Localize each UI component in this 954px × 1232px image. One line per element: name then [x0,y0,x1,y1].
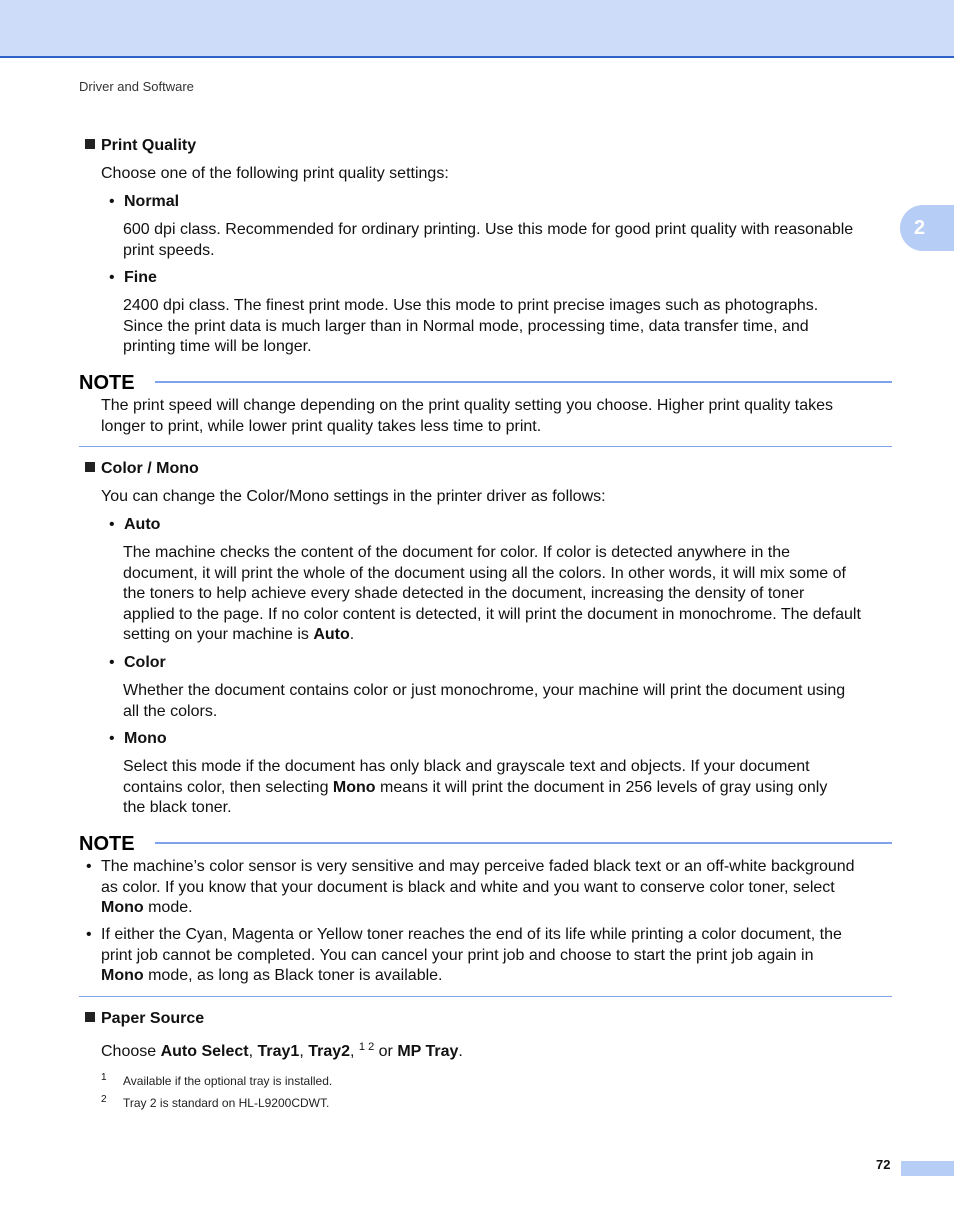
note2-top-rule [155,842,892,844]
normal-heading: • Normal [109,193,180,210]
page-tab [901,1161,954,1176]
auto-description: The machine checks the content of the document for color. If color is detected anywhere in the document, it will print the whole of the document using all the colors. In other words, it will mix some of the toners to help achieve every shade detected in the document, increasing the density of toner applied to the page. If no color content is detected, it will print the document in monochrome. The default setting on your machine is Auto. [123,544,861,643]
square-bullet-icon [85,139,95,149]
bullet-icon: • [109,193,115,210]
color-heading: • Color [109,654,166,671]
header-band [0,0,954,58]
bullet-icon: • [109,516,115,533]
square-bullet-icon [85,1012,95,1022]
page-number: 72 [876,1157,891,1172]
bullet-icon: • [86,926,92,943]
footnote-2-number: 2 [101,1094,107,1105]
bullet-icon: • [86,858,92,875]
mono-heading: • Mono [109,730,167,747]
bullet-icon: • [109,654,115,671]
note2-item-2: • If either the Cyan, Magenta or Yellow toner reaches the end of its life while printing a color document, the print job cannot be completed. You can cancel your print job and choose to start the print job again in Mono mode, as long as Black toner is available. [86,926,842,984]
bullet-icon: • [109,730,115,747]
bullet-icon: • [109,269,115,286]
note1-top-rule [155,381,892,383]
paper-source-options: Choose Auto Select, Tray1, Tray2, $^{1 2}$ or MP Tray. [101,1041,463,1060]
color-mono-heading: Color / Mono [85,459,199,479]
mono-description: Select this mode if the document has only black and grayscale text and objects. If your document contains color, then selecting Mono means it will print the document in 256 levels of gray using only the black toner. [123,758,828,816]
note1-text: The print speed will change depending on the print quality setting you choose. Higher print quality takes longer to print, while lower print quality takes less time to print. [101,397,834,435]
fine-heading: • Fine [109,269,157,286]
paper-source-heading: Paper Source [85,1009,204,1029]
note2-title: NOTE [79,833,135,855]
note1-bottom-rule [79,446,892,447]
color-mono-intro: You can change the Color/Mono settings in the printer driver as follows: [101,488,606,505]
chapter-tab[interactable]: 2 [900,205,954,251]
square-bullet-icon [85,462,95,472]
color-description: Whether the document contains color or just monochrome, your machine will print the document using all the colors. [123,682,846,720]
print-quality-intro: Choose one of the following print quality settings: [101,165,449,182]
footnote-refs[interactable]: 1 2 [358,1041,375,1053]
print-quality-heading: Print Quality [85,136,196,156]
footnote-1-number: 1 [101,1072,107,1083]
normal-description: 600 dpi class. Recommended for ordinary printing. Use this mode for good print quality with reasonable print speeds. [123,221,854,259]
section-label: Driver and Software [79,79,194,94]
footnote-2-text: Tray 2 is standard on HL-L9200CDWT. [123,1096,330,1110]
note2-item-1: • The machine’s color sensor is very sensitive and may perceive faded black text or an off-white background as color. If you know that your document is black and white and you want to conserve color toner, select Mono mode. [86,858,855,916]
auto-heading: • Auto [109,516,161,533]
note2-bottom-rule [79,996,892,997]
fine-description: 2400 dpi class. The finest print mode. Use this mode to print precise images such as photographs. Since the print data is much larger than in Normal mode, processing time, data transfer time, and printing time will be longer. [123,297,819,355]
footnote-1-text: Available if the optional tray is installed. [123,1074,333,1088]
note1-title: NOTE [79,372,135,394]
